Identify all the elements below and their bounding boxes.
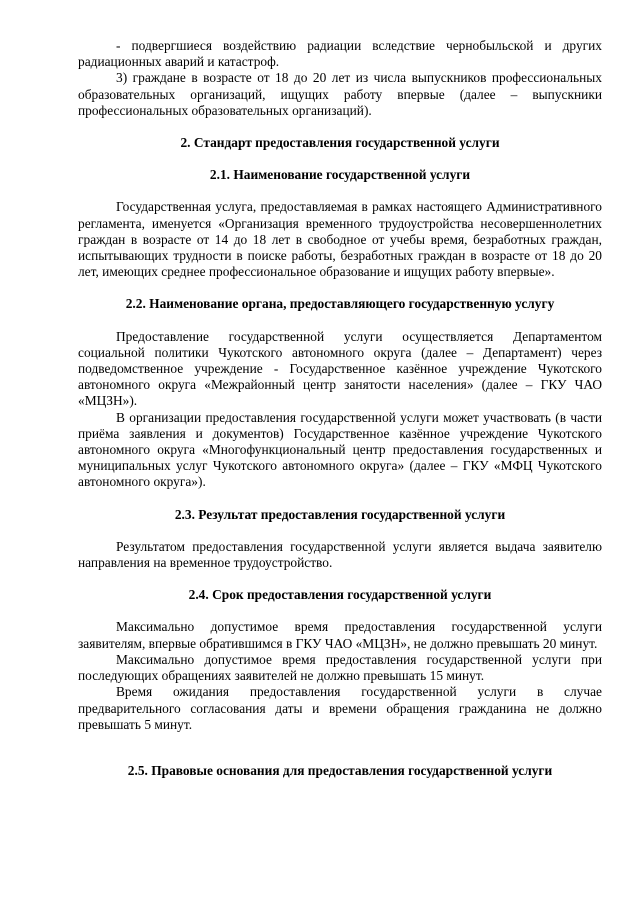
paragraph-first-visit-time: Максимально допустимое время предоставления государственной услуги заявителям, впервые обратившимся в ГКУ ЧАО «МЦЗН», не должно превышать 20 минут. bbox=[78, 619, 602, 651]
paragraph-result: Результатом предоставления государственной услуги является выдача заявителю направления на временное трудоустройство. bbox=[78, 538, 602, 571]
section-2-1-heading: 2.1. Наименование государственной услуги bbox=[209, 167, 471, 183]
paragraph-radiation-victims: - подвергшиеся воздействию радиации вследствие чернобыльской и других радиационных аварий и катастроф. bbox=[78, 38, 602, 70]
paragraph-waiting-time: Время ожидания предоставления государственной услуги в случае предварительного согласования даты и времени обращения гражданина не должно превышать 5 минут. bbox=[78, 684, 602, 732]
paragraph-graduates: 3) граждане в возрасте от 18 до 20 лет из числа выпускников профессиональных образовательных организаций, ищущих работу впервые (далее – выпускники профессиональных образовательных организаций). bbox=[78, 70, 602, 118]
paragraph-service-name: Государственная услуга, предоставляемая в рамках настоящего Административного регламента, именуется «Организация временного трудоустройства несовершеннолетних граждан в возрасте от 14 до 18 лет в свободное от учебы время, безработных граждан, испытывающих трудности в поиске работы, безработных граждан в возрасте от 18 до 20 лет, имеющих среднее профессиональное образование и ищущих работу впервые». bbox=[78, 199, 602, 280]
section-2-5-heading: 2.5. Правовые основания для предоставления государственной услуги bbox=[127, 762, 553, 778]
paragraph-mfc: В организации предоставления государственной услуги может участвовать (в части приёма заявления и документов) Государственное казённое учреждение Чукотского автономного округа «Многофункциональный центр предоставления государственных и муниципальных услуг Чукотского автономного округа» (далее – ГКУ «МФЦ Чукотского автономного округа»). bbox=[78, 409, 602, 490]
section-2-3-heading: 2.3. Результат предоставления государственной услуги bbox=[174, 506, 506, 522]
section-2-heading: 2. Стандарт предоставления государственной услуги bbox=[180, 135, 500, 151]
section-2-4-heading: 2.4. Срок предоставления государственной услуги bbox=[188, 587, 492, 603]
paragraph-department: Предоставление государственной услуги осуществляется Департаментом социальной политики Чукотского автономного округа (далее – Департамент) через подведомственное учреждение - Государственное казённое учреждение Чукотского автономного округа «Межрайонный центр занятости населения» (далее – ГКУ ЧАО «МЦЗН»). bbox=[78, 328, 602, 409]
document-page bbox=[78, 38, 602, 779]
paragraph-repeat-visit-time: Максимально допустимое время предоставления государственной услуги при последующих обращениях заявителей не должно превышать 15 минут. bbox=[78, 651, 602, 684]
section-2-2-heading: 2.2. Наименование органа, предоставляющего государственную услугу bbox=[125, 296, 555, 312]
